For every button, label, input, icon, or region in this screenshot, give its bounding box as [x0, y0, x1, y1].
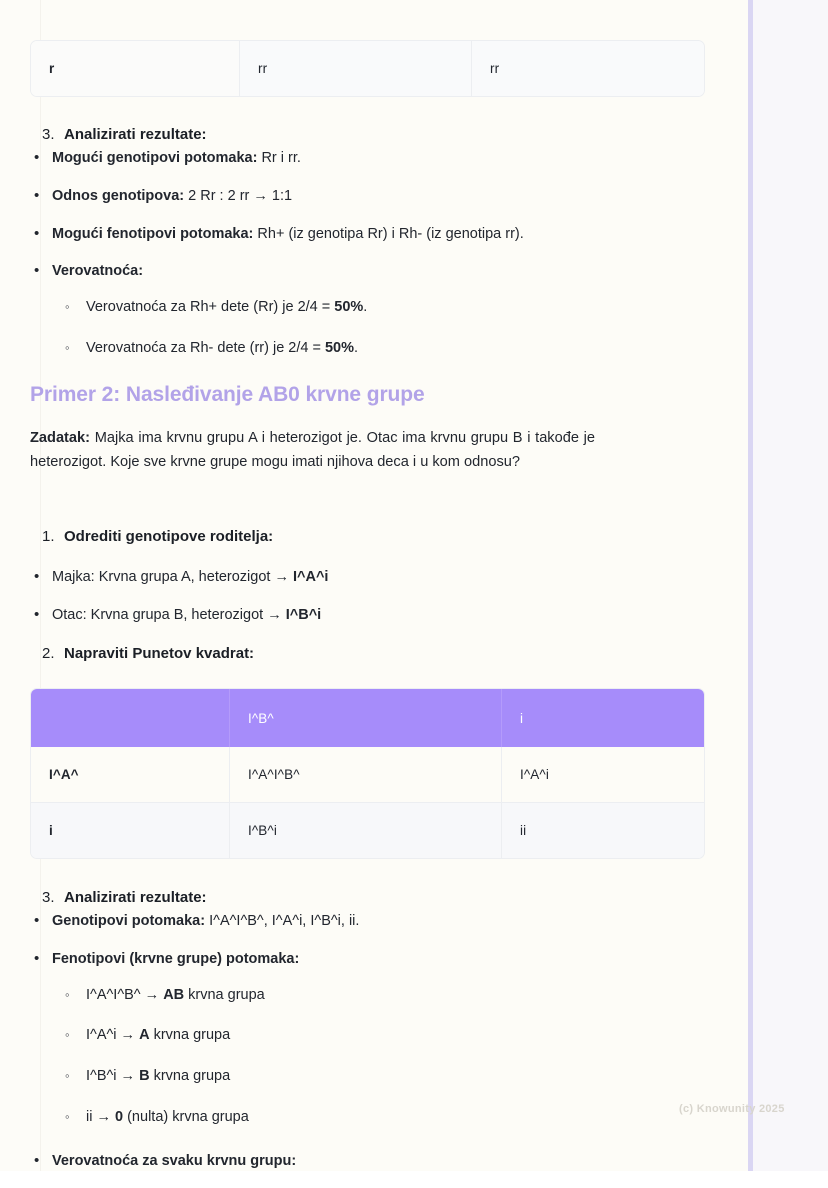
list-item-text: Majka: Krvna grupa A, heterozigot → — [52, 569, 293, 585]
sub-list-item — [62, 1107, 576, 1129]
sub-list-item — [62, 985, 576, 1007]
table-rowhead-i: i — [31, 803, 230, 858]
sub-item-bold: AB — [163, 986, 185, 1003]
list-item-text: I^A^I^B^, I^A^i, I^B^i, ii. — [205, 913, 360, 929]
table-header-ib: I^B^ — [230, 689, 502, 747]
task-text: Majka ima krvnu grupu A i heterozigot je. Otac ima krvnu grupu B i takođe je heterozigot. Koje sve krvne grupe mogu imati njihova deca i u kom odnosu? — [30, 430, 595, 470]
punnett-square-rh-wrapper — [30, 40, 705, 97]
sub-item-pre: Verovatnoća za Rh+ dete (Rr) je 2/4 = — [86, 299, 335, 315]
list-item — [30, 261, 576, 359]
punnett-square-abo-table — [30, 688, 705, 859]
task-paragraph — [30, 427, 595, 474]
list-item — [30, 911, 576, 933]
table-row — [31, 803, 704, 858]
sub-item-pre: I^A^I^B^ → — [86, 986, 164, 1003]
sub-item-post: . — [363, 299, 368, 315]
list-item — [30, 949, 576, 1129]
analysis-abo-sublist — [62, 985, 576, 1129]
section-title: Primer 2: Nasleđivanje AB0 krvne grupe — [30, 383, 425, 406]
step-number: 3. — [42, 126, 55, 143]
table-cell-r: r — [31, 41, 240, 96]
step-napraviti-punetov-kvadrat — [42, 643, 254, 665]
sub-item-pre: Verovatnoća za Rh- dete (rr) je 2/4 = — [86, 339, 325, 356]
list-item-genotype: I^B^i — [285, 606, 322, 623]
list-item-label: Genotipovi potomaka: — [52, 913, 206, 929]
list-item-genotype: I^A^i — [293, 569, 329, 585]
step-number: 2. — [42, 645, 55, 662]
table-cell-rr-1: rr — [240, 41, 472, 96]
sub-item-pre: I^B^i → — [86, 1068, 140, 1084]
list-item — [30, 1151, 576, 1173]
table-rowhead-ia: I^A^ — [31, 747, 230, 803]
list-item-label: Verovatnoća za svaku krvnu grupu: — [52, 1152, 297, 1169]
sub-item-pre: ii → — [86, 1108, 115, 1125]
step-analizirati-rezultate-rh — [42, 124, 207, 146]
list-item-label: Verovatnoća: — [52, 263, 144, 280]
list-item-label: Mogući genotipovi potomaka: — [52, 150, 258, 166]
list-item-label: Mogući fenotipovi potomaka: — [52, 225, 254, 242]
sub-item-post: (nulta) krvna grupa — [123, 1108, 249, 1125]
table-row — [31, 747, 704, 803]
table-cell-rr-2: rr — [472, 41, 704, 96]
step-label: Napraviti Punetov kvadrat: — [64, 645, 255, 662]
step-number: 3. — [42, 889, 55, 906]
sub-item-post: krvna grupa — [149, 1027, 231, 1044]
table-row — [31, 41, 704, 96]
punnett-square-rh-table — [30, 40, 705, 97]
sub-list-item — [62, 338, 576, 360]
step-label: Analizirati rezultate: — [64, 889, 207, 906]
analysis-rh-sublist — [62, 297, 576, 360]
table-header-row — [31, 689, 704, 747]
list-item-text: Rh+ (iz genotipa Rr) i Rh- (iz genotipa rr). — [253, 225, 524, 242]
list-item-label: Fenotipovi (krvne grupe) potomaka: — [52, 950, 300, 967]
sub-item-post: . — [354, 339, 359, 356]
sub-item-pre: I^A^i → — [86, 1027, 140, 1044]
table-cell: ii — [502, 803, 704, 858]
list-item-text: Rr i rr. — [257, 150, 301, 166]
step-label: Analizirati rezultate: — [64, 126, 207, 143]
list-item-text: 2 Rr : 2 rr → 1:1 — [184, 187, 293, 204]
table-cell: I^A^i — [502, 747, 704, 803]
list-item — [30, 605, 550, 627]
table-cell: I^A^I^B^ — [230, 747, 502, 803]
step-number: 1. — [42, 528, 55, 545]
sub-item-bold: 50% — [334, 299, 364, 315]
sub-item-post: krvna grupa — [184, 986, 265, 1003]
sub-item-bold: B — [139, 1068, 150, 1084]
list-item — [30, 567, 550, 589]
step-odrediti-genotipove — [42, 526, 273, 548]
list-item-label: Odnos genotipova: — [52, 187, 185, 204]
sub-item-bold: A — [139, 1027, 150, 1044]
watermark-copyright: (c) Knowunity 2025 — [679, 1103, 785, 1115]
sub-list-item — [62, 297, 576, 319]
table-cell: I^B^i — [230, 803, 502, 858]
parents-genotype-list — [30, 567, 550, 643]
step-label: Odrediti genotipove roditelja: — [64, 528, 274, 545]
list-item — [30, 224, 576, 246]
sub-item-bold: 0 — [115, 1108, 124, 1125]
task-label: Zadatak: — [30, 430, 91, 446]
step-analizirati-rezultate-abo — [42, 887, 207, 909]
sub-item-bold: 50% — [324, 339, 354, 356]
table-header-corner — [31, 689, 230, 747]
list-item-text: Otac: Krvna grupa B, heterozigot → — [52, 606, 286, 623]
sub-item-post: krvna grupa — [149, 1068, 231, 1084]
analysis-rh-list — [30, 148, 576, 379]
table-header-i: i — [502, 689, 704, 747]
list-item — [30, 148, 576, 170]
right-pane — [753, 0, 828, 1171]
analysis-abo-list — [30, 911, 576, 1188]
sub-list-item — [62, 1025, 576, 1047]
punnett-square-abo-wrapper — [30, 688, 705, 859]
sub-list-item — [62, 1066, 576, 1088]
list-item — [30, 186, 576, 208]
